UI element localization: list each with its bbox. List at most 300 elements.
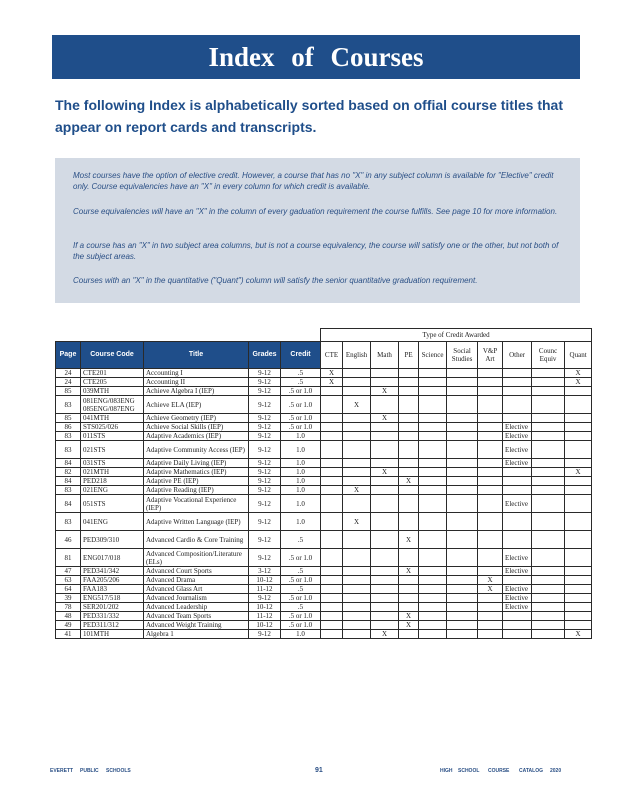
cell-course-code: PED341/342 (81, 567, 144, 576)
cell-pe (399, 432, 419, 441)
cell-english (343, 621, 371, 630)
cell-title: Adaptive Daily Living (IEP) (144, 459, 249, 468)
cell-other: Elective (503, 441, 532, 459)
cell-vp-art (478, 603, 503, 612)
cell-credit: 1.0 (281, 459, 321, 468)
cell-science (419, 495, 447, 513)
cell-english (343, 612, 371, 621)
cell-quant (565, 495, 592, 513)
table-row (56, 441, 592, 459)
cell-course-code: SER201/202 (81, 603, 144, 612)
cell-social-studies (447, 468, 478, 477)
cell-page: 83 (56, 432, 81, 441)
footer-course: COURSE (488, 768, 510, 774)
cell-credit: .5 (281, 567, 321, 576)
cell-title: Advanced Cardio & Core Training (144, 531, 249, 549)
cell-english (343, 369, 371, 378)
cell-math: X (371, 414, 399, 423)
cell-course-code: 041MTH (81, 414, 144, 423)
cell-course-code: 031STS (81, 459, 144, 468)
cell-other (503, 468, 532, 477)
column-header-counc-equiv: Counc Equiv (532, 342, 565, 369)
cell-credit: .5 or 1.0 (281, 594, 321, 603)
cell-counc-equiv (532, 378, 565, 387)
cell-page: 82 (56, 468, 81, 477)
cell-pe (399, 459, 419, 468)
cell-social-studies (447, 630, 478, 639)
cell-social-studies (447, 486, 478, 495)
cell-math (371, 513, 399, 531)
table-row (56, 603, 592, 612)
cell-english (343, 432, 371, 441)
cell-science (419, 477, 447, 486)
cell-vp-art (478, 612, 503, 621)
cell-english (343, 531, 371, 549)
cell-title: Achieve ELA (IEP) (144, 396, 249, 414)
cell-other (503, 378, 532, 387)
cell-math (371, 486, 399, 495)
cell-quant (565, 459, 592, 468)
cell-social-studies (447, 576, 478, 585)
cell-title: Adaptive PE (IEP) (144, 477, 249, 486)
cell-vp-art (478, 387, 503, 396)
credit-type-group-header: Type of Credit Awarded (321, 329, 592, 342)
page-title: Index of Courses (208, 42, 424, 72)
cell-math: X (371, 630, 399, 639)
cell-other: Elective (503, 603, 532, 612)
cell-quant: X (565, 369, 592, 378)
cell-pe (399, 396, 419, 414)
cell-social-studies (447, 441, 478, 459)
cell-english (343, 630, 371, 639)
cell-science (419, 621, 447, 630)
cell-math (371, 612, 399, 621)
cell-science (419, 630, 447, 639)
cell-cte (321, 486, 343, 495)
cell-credit: .5 or 1.0 (281, 549, 321, 567)
cell-counc-equiv (532, 567, 565, 576)
cell-english (343, 468, 371, 477)
cell-pe (399, 576, 419, 585)
cell-page: 47 (56, 567, 81, 576)
cell-counc-equiv (532, 432, 565, 441)
cell-quant (565, 486, 592, 495)
cell-science (419, 423, 447, 432)
cell-other (503, 396, 532, 414)
footer-schools: SCHOOLS (106, 768, 131, 774)
cell-page: 84 (56, 495, 81, 513)
cell-social-studies (447, 396, 478, 414)
cell-course-code: STS025/026 (81, 423, 144, 432)
cell-credit: 1.0 (281, 477, 321, 486)
cell-quant (565, 549, 592, 567)
column-header-page: Page (56, 342, 81, 369)
cell-cte (321, 612, 343, 621)
cell-cte (321, 477, 343, 486)
cell-course-code: 051STS (81, 495, 144, 513)
table-row (56, 567, 592, 576)
column-header-credit: Credit (281, 342, 321, 369)
cell-course-code: FAA183 (81, 585, 144, 594)
cell-course-code: CTE201 (81, 369, 144, 378)
cell-quant: X (565, 630, 592, 639)
table-row (56, 612, 592, 621)
cell-course-code: 021ENG (81, 486, 144, 495)
cell-quant (565, 531, 592, 549)
cell-english (343, 477, 371, 486)
cell-science (419, 513, 447, 531)
cell-english (343, 549, 371, 567)
cell-grades: 9-12 (249, 441, 281, 459)
cell-math (371, 495, 399, 513)
cell-page: 49 (56, 621, 81, 630)
table-row (56, 495, 592, 513)
cell-pe (399, 486, 419, 495)
cell-other: Elective (503, 585, 532, 594)
cell-page: 85 (56, 414, 81, 423)
table-row (56, 378, 592, 387)
footer-public: PUBLIC (80, 768, 99, 774)
cell-english (343, 459, 371, 468)
cell-credit: 1.0 (281, 630, 321, 639)
cell-english (343, 594, 371, 603)
column-header-other: Other (503, 342, 532, 369)
cell-math (371, 621, 399, 630)
cell-cte (321, 459, 343, 468)
cell-title: Advanced Journalism (144, 594, 249, 603)
cell-title: Achieve Geometry (IEP) (144, 414, 249, 423)
cell-vp-art (478, 441, 503, 459)
cell-vp-art: X (478, 585, 503, 594)
cell-quant (565, 477, 592, 486)
cell-pe: X (399, 567, 419, 576)
cell-science (419, 576, 447, 585)
cell-course-code: ENG517/518 (81, 594, 144, 603)
cell-course-code: PED311/312 (81, 621, 144, 630)
cell-math (371, 441, 399, 459)
cell-vp-art (478, 414, 503, 423)
cell-credit: .5 (281, 603, 321, 612)
cell-quant (565, 396, 592, 414)
cell-vp-art (478, 486, 503, 495)
cell-social-studies (447, 423, 478, 432)
cell-other: Elective (503, 567, 532, 576)
cell-grades: 9-12 (249, 513, 281, 531)
cell-course-code: 021STS (81, 441, 144, 459)
cell-social-studies (447, 387, 478, 396)
cell-cte (321, 630, 343, 639)
table-row (56, 549, 592, 567)
cell-title: Advanced Drama (144, 576, 249, 585)
cell-vp-art (478, 567, 503, 576)
cell-course-code: PED218 (81, 477, 144, 486)
cell-math: X (371, 387, 399, 396)
cell-grades: 9-12 (249, 378, 281, 387)
cell-credit: .5 (281, 369, 321, 378)
cell-grades: 9-12 (249, 369, 281, 378)
column-header-vp-art: V&P Art (478, 342, 503, 369)
cell-other (503, 576, 532, 585)
cell-english (343, 441, 371, 459)
cell-counc-equiv (532, 576, 565, 585)
cell-social-studies (447, 603, 478, 612)
table-row (56, 468, 592, 477)
cell-credit: .5 or 1.0 (281, 621, 321, 630)
cell-course-code: 101MTH (81, 630, 144, 639)
cell-grades: 9-12 (249, 468, 281, 477)
cell-cte (321, 396, 343, 414)
cell-counc-equiv (532, 612, 565, 621)
cell-grades: 3-12 (249, 567, 281, 576)
cell-counc-equiv (532, 531, 565, 549)
cell-social-studies (447, 585, 478, 594)
table-row (56, 432, 592, 441)
cell-social-studies (447, 513, 478, 531)
cell-cte (321, 576, 343, 585)
cell-vp-art (478, 495, 503, 513)
table-row (56, 531, 592, 549)
cell-social-studies (447, 621, 478, 630)
cell-quant: X (565, 468, 592, 477)
cell-vp-art (478, 513, 503, 531)
cell-title: Adaptive Written Language (IEP) (144, 513, 249, 531)
column-header-row (56, 342, 592, 369)
cell-grades: 9-12 (249, 477, 281, 486)
cell-english: X (343, 486, 371, 495)
cell-grades: 10-12 (249, 621, 281, 630)
cell-vp-art (478, 423, 503, 432)
cell-pe (399, 513, 419, 531)
cell-other (503, 414, 532, 423)
cell-social-studies (447, 414, 478, 423)
footer-page-number: 91 (315, 767, 323, 774)
column-header-course-code: Course Code (81, 342, 144, 369)
cell-cte (321, 468, 343, 477)
cell-science (419, 549, 447, 567)
cell-course-code: FAA205/206 (81, 576, 144, 585)
cell-quant (565, 432, 592, 441)
cell-quant (565, 414, 592, 423)
cell-credit: .5 (281, 585, 321, 594)
cell-science (419, 603, 447, 612)
note-two-subjects: If a course has an "X" in two subject area columns, but is not a course equivalency, the course will satisfy one or the other, but not both of the subject areas. (73, 241, 559, 261)
cell-credit: 1.0 (281, 432, 321, 441)
cell-quant: X (565, 378, 592, 387)
cell-other: Elective (503, 432, 532, 441)
cell-grades: 9-12 (249, 630, 281, 639)
cell-pe (399, 549, 419, 567)
cell-counc-equiv (532, 549, 565, 567)
cell-counc-equiv (532, 369, 565, 378)
cell-pe (399, 369, 419, 378)
table-row (56, 396, 592, 414)
cell-grades: 9-12 (249, 414, 281, 423)
cell-page: 83 (56, 513, 81, 531)
cell-quant (565, 594, 592, 603)
cell-science (419, 369, 447, 378)
cell-science (419, 432, 447, 441)
cell-science (419, 594, 447, 603)
course-index-table (55, 328, 592, 639)
cell-vp-art (478, 630, 503, 639)
cell-science (419, 585, 447, 594)
cell-vp-art (478, 369, 503, 378)
cell-social-studies (447, 549, 478, 567)
cell-page: 46 (56, 531, 81, 549)
cell-english (343, 387, 371, 396)
cell-course-code: 039MTH (81, 387, 144, 396)
cell-english (343, 414, 371, 423)
cell-math (371, 378, 399, 387)
notes-box (55, 158, 580, 303)
cell-course-code: 011STS (81, 432, 144, 441)
cell-page: 85 (56, 387, 81, 396)
cell-pe (399, 495, 419, 513)
cell-credit: 1.0 (281, 495, 321, 513)
cell-grades: 9-12 (249, 531, 281, 549)
cell-title: Advanced Leadership (144, 603, 249, 612)
cell-cte (321, 441, 343, 459)
cell-counc-equiv (532, 585, 565, 594)
page-footer (50, 768, 590, 778)
cell-vp-art (478, 549, 503, 567)
cell-vp-art (478, 396, 503, 414)
cell-course-code: 021MTH (81, 468, 144, 477)
cell-title: Adaptive Mathematics (IEP) (144, 468, 249, 477)
cell-pe (399, 594, 419, 603)
cell-title: Achieve Social Skills (IEP) (144, 423, 249, 432)
cell-cte (321, 549, 343, 567)
cell-science (419, 468, 447, 477)
column-header-pe: PE (399, 342, 419, 369)
cell-pe: X (399, 477, 419, 486)
note-equivalencies: Course equivalencies will have an "X" in the column of every gaduation requirement the course fulfills. See page 10 for more information. (73, 207, 558, 216)
cell-grades: 10-12 (249, 576, 281, 585)
header-spacer (56, 329, 321, 342)
table-row (56, 387, 592, 396)
column-header-title: Title (144, 342, 249, 369)
column-header-science: Science (419, 342, 447, 369)
cell-quant (565, 423, 592, 432)
cell-other: Elective (503, 549, 532, 567)
cell-title: Adaptive Reading (IEP) (144, 486, 249, 495)
cell-vp-art: X (478, 576, 503, 585)
cell-cte (321, 585, 343, 594)
cell-credit: .5 or 1.0 (281, 414, 321, 423)
cell-pe (399, 441, 419, 459)
cell-pe (399, 603, 419, 612)
cell-grades: 9-12 (249, 387, 281, 396)
cell-other: Elective (503, 423, 532, 432)
cell-social-studies (447, 495, 478, 513)
cell-math (371, 396, 399, 414)
cell-counc-equiv (532, 630, 565, 639)
table-row (56, 630, 592, 639)
cell-credit: 1.0 (281, 441, 321, 459)
cell-social-studies (447, 477, 478, 486)
cell-page: 48 (56, 612, 81, 621)
cell-math (371, 477, 399, 486)
cell-cte: X (321, 369, 343, 378)
cell-credit: .5 or 1.0 (281, 612, 321, 621)
cell-page: 84 (56, 477, 81, 486)
cell-cte (321, 594, 343, 603)
cell-grades: 9-12 (249, 396, 281, 414)
cell-quant (565, 612, 592, 621)
cell-cte (321, 603, 343, 612)
table-row (56, 423, 592, 432)
cell-other (503, 486, 532, 495)
cell-science (419, 459, 447, 468)
cell-pe: X (399, 531, 419, 549)
cell-other (503, 477, 532, 486)
cell-social-studies (447, 378, 478, 387)
cell-vp-art (478, 477, 503, 486)
column-header-grades: Grades (249, 342, 281, 369)
cell-credit: .5 (281, 531, 321, 549)
footer-everett: EVERETT (50, 768, 74, 774)
cell-social-studies (447, 432, 478, 441)
cell-cte (321, 621, 343, 630)
cell-grades: 9-12 (249, 486, 281, 495)
course-rows (56, 369, 592, 639)
cell-other (503, 369, 532, 378)
cell-title: Achieve Algebra I (IEP) (144, 387, 249, 396)
cell-course-code: 081ENG/083ENG 085ENG/087ENG (81, 396, 144, 414)
cell-other: Elective (503, 594, 532, 603)
cell-page: 39 (56, 594, 81, 603)
cell-science (419, 486, 447, 495)
cell-cte (321, 567, 343, 576)
cell-pe: X (399, 612, 419, 621)
cell-quant (565, 576, 592, 585)
cell-vp-art (478, 378, 503, 387)
cell-grades: 10-12 (249, 603, 281, 612)
cell-grades: 9-12 (249, 459, 281, 468)
cell-pe: X (399, 621, 419, 630)
note-quant: Courses with an "X" in the quantitative ("Quant") column will satisfy the senior quantitative graduation requirement. (73, 276, 478, 285)
cell-course-code: PED331/332 (81, 612, 144, 621)
cell-math (371, 459, 399, 468)
cell-vp-art (478, 468, 503, 477)
footer-high: HIGH (440, 768, 453, 774)
cell-pe (399, 585, 419, 594)
cell-counc-equiv (532, 396, 565, 414)
cell-grades: 11-12 (249, 585, 281, 594)
cell-page: 83 (56, 441, 81, 459)
table-row (56, 414, 592, 423)
cell-pe (399, 387, 419, 396)
column-header-social-studies: Social Studies (447, 342, 478, 369)
cell-quant (565, 387, 592, 396)
cell-cte (321, 513, 343, 531)
cell-other (503, 531, 532, 549)
cell-cte (321, 495, 343, 513)
cell-counc-equiv (532, 468, 565, 477)
cell-cte: X (321, 378, 343, 387)
cell-other: Elective (503, 459, 532, 468)
cell-quant (565, 603, 592, 612)
page-title-banner (52, 35, 580, 79)
cell-credit: .5 or 1.0 (281, 387, 321, 396)
cell-cte (321, 531, 343, 549)
cell-science (419, 387, 447, 396)
cell-quant (565, 441, 592, 459)
table-row (56, 585, 592, 594)
cell-title: Advanced Composition/Literature (ELs) (144, 549, 249, 567)
cell-pe (399, 630, 419, 639)
cell-english (343, 585, 371, 594)
